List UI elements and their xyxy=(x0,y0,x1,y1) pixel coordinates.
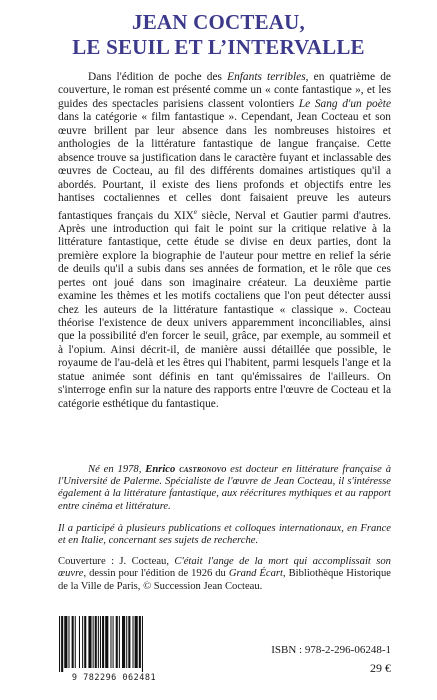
title-line-1: JEAN COCTEAU, xyxy=(132,10,305,34)
bio-text: Né en 1978, xyxy=(88,464,146,475)
author-first-name: Enrico xyxy=(145,464,180,475)
author-bio-publications: Il a participé à plusieurs publications et colloques internationaux, en France et en Italie, concernant ses sujets de recherche. xyxy=(58,523,391,547)
barcode-bars xyxy=(55,616,173,672)
barcode xyxy=(55,616,173,684)
summary-text: , en quatrième de couverture, le roman est présenté comme un « conte fantastique », et les guides des spectacles parisiens classent volontiers xyxy=(58,71,391,110)
author-last-name: castronovo xyxy=(179,464,227,475)
summary-text: siècle, Nerval et Gautier parmi d'autres. Après une introduction qui fait le point sur la critique relative à la littérature fantastique, cette étude se divise en deux parties, dont la première explore la biographie de l'auteur pour mettre en relief la série de deuils qu'il a subis dans ses années de formation, et le rôle que ces pertes ont joué dans son imaginaire créateur. La deuxième partie examine les thèmes et les motifs coctaliens que l'on peut détecter aussi chez les auteurs de la littérature fantastique « classique ». Cocteau théorise l'existence de deux univers apparemment inconciliables, ainsi que la possibilité d'en forcer le seuil, grâce, par exemple, au sommeil et à l'opium. Ainsi décrit-il, de manière aussi détaillée que possible, le royaume de l'au-delà et les êtres qui l'habitent, parmi lesquels l'ange et la statue animée sont définis en tant qu'émissaires de l'ailleurs. On s'interroge enfin sur la nature des rapports entre l'œuvre de Cocteau et la catégorie esthétique du fantastique. xyxy=(58,209,391,410)
summary-italic-title: Le Sang d'un poète xyxy=(298,97,391,110)
summary-italic-title: Enfants terribles xyxy=(227,71,306,83)
book-reference: Grand Écart xyxy=(228,568,283,580)
author-name xyxy=(145,464,226,475)
isbn-label: ISBN : 978-2-296-06248-1 xyxy=(271,644,391,656)
bio-text: est docteur en littérature française à l'Université de Palerme. Spécialiste de l'œuvre de Jean Cocteau, il s'intéresse également à la littérature fantastique, aux réécritures mythiques et au rapport entre cinéma et littérature. xyxy=(58,464,391,512)
summary-paragraph xyxy=(58,71,391,411)
author-bio xyxy=(58,464,391,513)
summary-text: Dans l'édition de poche des xyxy=(88,71,228,83)
book-title xyxy=(0,10,437,60)
barcode-digits: 9 782296 062481 xyxy=(71,673,157,683)
credit-text: , dessin pour l'édition de 1926 du xyxy=(83,568,229,580)
cover-credit xyxy=(58,556,391,593)
artwork-title: C'était l'ange de la mort qui accomplissait son œuvre xyxy=(58,556,391,580)
credit-text: Couverture : J. Cocteau, xyxy=(58,556,175,567)
summary-text: dans la catégorie « film fantastique ». Cependant, Jean Cocteau et son œuvre brillent par leur absence dans les nombreuses histoires et anthologies de la littérature fantastique de langue française. Cette absence trouve sa justification dans le caractère fuyant et inclassable des œuvres de Cocteau, au fil des différents domaines artistiques qu'il a abordés. Pourtant, il existe des liens profonds et objectifs entre les hantises coctaliennes et celles dont faisaient preuve les auteurs fantastiques français du XIX xyxy=(58,111,391,222)
title-line-2: LE SEUIL ET L’INTERVALLE xyxy=(72,35,365,59)
credit-text: , Bibliothèque Historique de la Ville de Paris, © Succession Jean Cocteau. xyxy=(58,568,391,592)
century-superscript: e xyxy=(193,207,197,216)
price-label: 29 € xyxy=(370,661,391,675)
